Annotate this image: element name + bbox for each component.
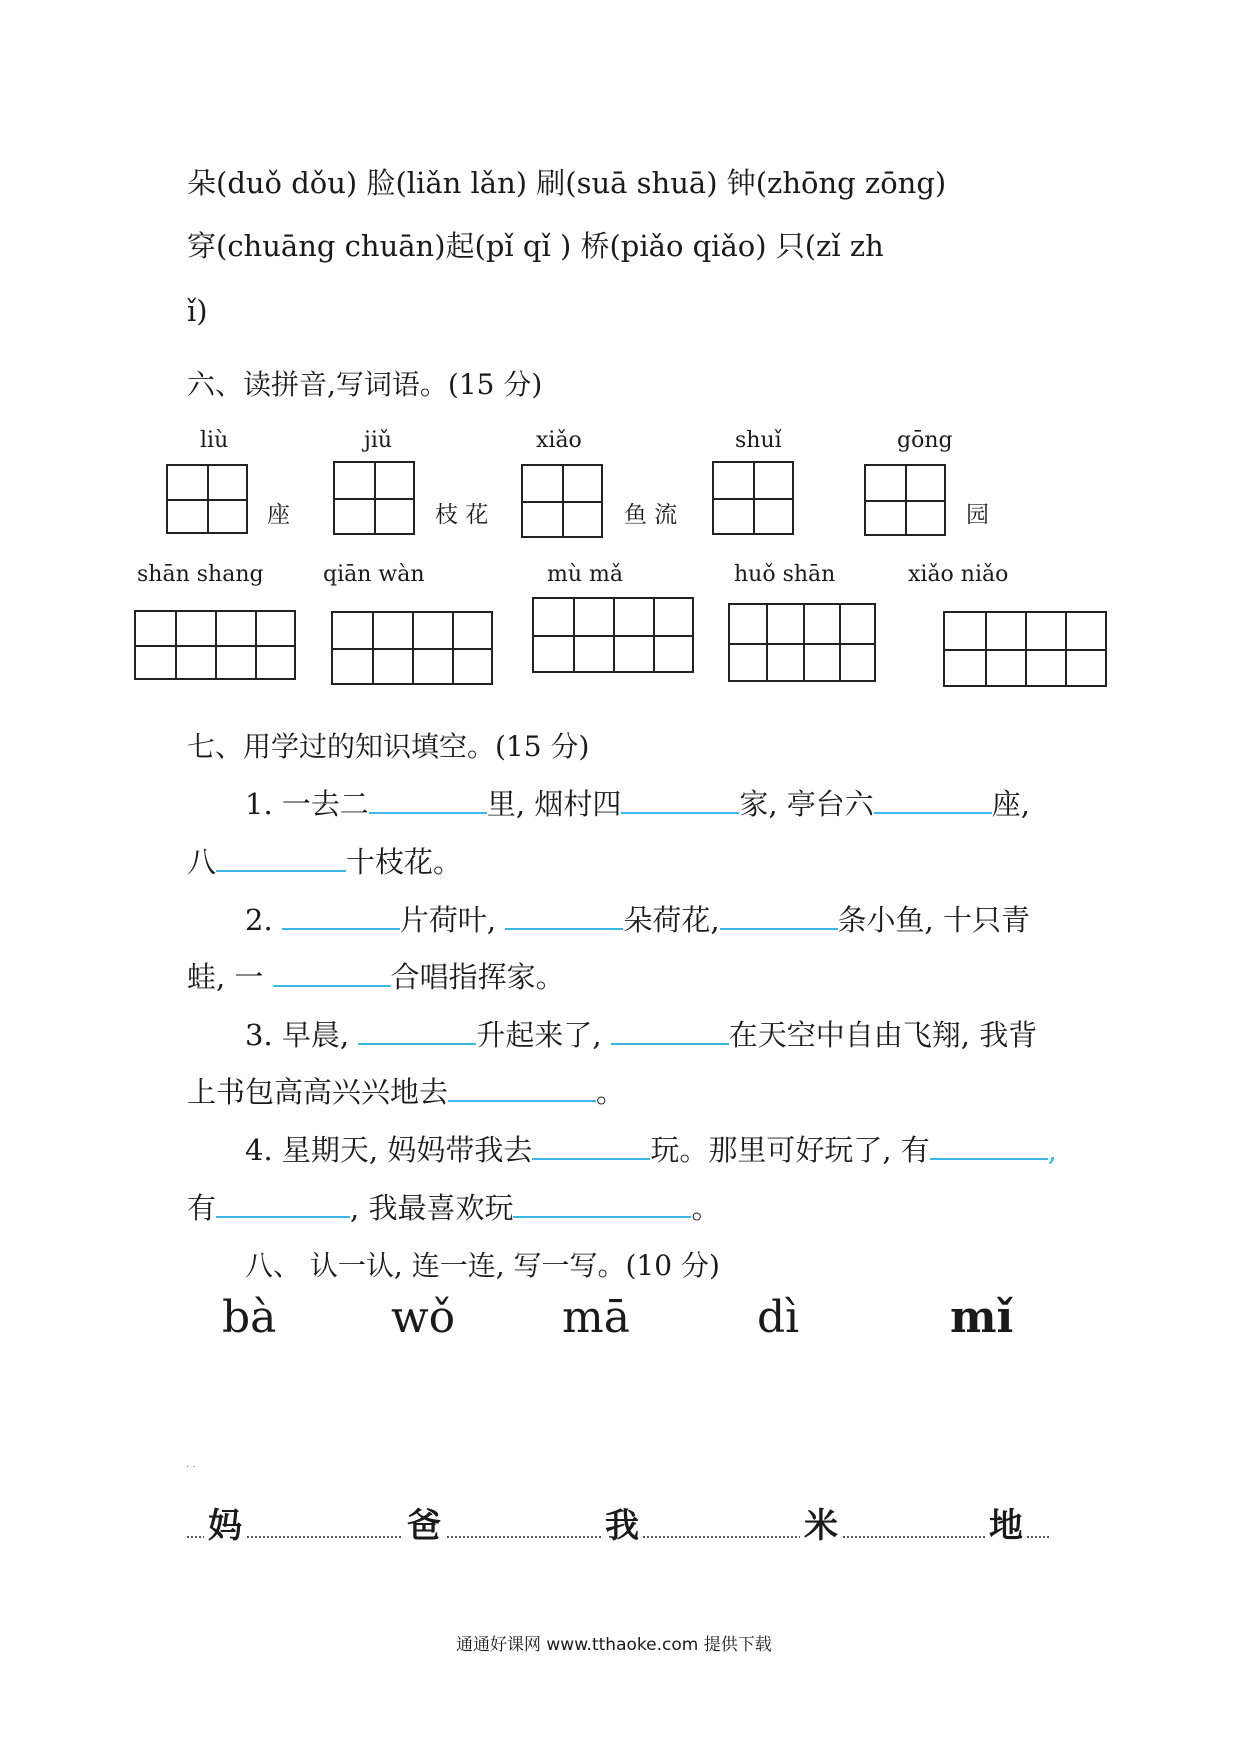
char-yuan: 园 — [966, 502, 989, 528]
answer-grid-liu[interactable] — [166, 464, 248, 534]
question-3-line1: 3. 早晨, 升起来了, 在天空中自由飞翔, 我背 — [245, 1013, 1037, 1055]
pinyin-mi[interactable]: mǐ — [950, 1292, 1014, 1343]
blank-q1-2[interactable] — [621, 782, 739, 814]
blank-q2-1[interactable] — [282, 898, 400, 930]
question-3-line2: 上书包高高兴兴地去 。 — [187, 1070, 625, 1112]
footer-credit: 通通好课网 www.tthaoke.com 提供下载 — [456, 1635, 772, 1655]
pinyin-wo[interactable]: wǒ — [391, 1292, 456, 1343]
pinyin-liu: liù — [200, 428, 229, 453]
section6-title: 六、读拼音,写词语。(15 分) — [187, 368, 543, 401]
answer-grid-gong[interactable] — [864, 464, 946, 536]
pinyin-shui: shuǐ — [735, 428, 782, 453]
section7-title: 七、用学过的知识填空。(15 分) — [187, 730, 590, 763]
char-zhi-hua: 枝 花 — [435, 502, 489, 528]
blank-q1-1[interactable] — [369, 782, 487, 814]
answer-grid-xiao[interactable] — [521, 464, 603, 538]
blank-q4-1[interactable] — [532, 1128, 650, 1160]
blank-q1-3[interactable] — [874, 782, 992, 814]
answer-grid-huoshan[interactable] — [728, 603, 876, 682]
question-1-line1: 1. 一去二 里, 烟村四 家, 亭台六 座, — [245, 782, 1030, 824]
answer-grid-shui[interactable] — [712, 461, 794, 535]
pinyin-huoshan: huǒ shān — [734, 562, 836, 587]
char-yu-liu: 鱼 流 — [624, 502, 678, 528]
blank-q2-4[interactable] — [273, 955, 391, 987]
pinyin-xiaoniao: xiǎo niǎo — [908, 562, 1009, 587]
question-4-line2: 有 , 我最喜欢玩 。 — [187, 1186, 720, 1228]
blank-q4-3[interactable] — [216, 1186, 350, 1218]
char-ma[interactable]: 妈 — [204, 1498, 246, 1547]
pinyin-xiao: xiǎo — [536, 428, 582, 453]
blank-q1-4[interactable] — [216, 840, 346, 872]
question-2-line2: 蛙, 一 合唱指挥家。 — [187, 955, 565, 997]
blank-q4-2[interactable] — [930, 1128, 1048, 1160]
blank-q3-1[interactable] — [358, 1013, 476, 1045]
stray-dots: · · — [186, 1462, 196, 1473]
answer-grid-xiaoniao[interactable] — [943, 611, 1107, 687]
blank-q4-4[interactable] — [513, 1186, 691, 1218]
section5-line3: ǐ) — [187, 294, 208, 328]
pinyin-ba[interactable]: bà — [222, 1292, 277, 1343]
answer-grid-qianwan[interactable] — [331, 611, 493, 685]
answer-grid-muma[interactable] — [532, 597, 694, 673]
pinyin-qianwan: qiān wàn — [323, 562, 425, 587]
blank-q2-2[interactable] — [505, 898, 623, 930]
blank-q3-2[interactable] — [611, 1013, 729, 1045]
section5-line2: 穿(chuāng chuān)起(pǐ qǐ ) 桥(piǎo qiǎo) 只(zǐ zh — [187, 229, 884, 263]
pinyin-gong: gōng — [897, 428, 953, 453]
char-wo[interactable]: 我 — [601, 1498, 643, 1547]
pinyin-shanshang: shān shang — [137, 562, 264, 587]
section8-title: 八、 认一认, 连一连, 写一写。(10 分) — [245, 1249, 720, 1282]
answer-grid-jiu[interactable] — [333, 461, 415, 535]
pinyin-muma: mù mǎ — [547, 562, 624, 587]
char-di[interactable]: 地 — [985, 1498, 1027, 1547]
section5-line1: 朵(duǒ dǒu) 脸(liǎn lǎn) 刷(suā shuā) 钟(zhōng zōng) — [187, 166, 947, 200]
char-ba[interactable]: 爸 — [403, 1498, 445, 1547]
blank-q3-3[interactable] — [448, 1070, 596, 1102]
question-4-line1: 4. 星期天, 妈妈带我去 玩。那里可好玩了, 有 , — [245, 1128, 1057, 1170]
pinyin-di[interactable]: dì — [757, 1292, 800, 1343]
question-1-line2: 八 十枝花。 — [187, 840, 462, 882]
pinyin-jiu: jiǔ — [364, 428, 393, 453]
blank-q2-3[interactable] — [720, 898, 838, 930]
question-2-line1: 2. 片荷叶, 朵荷花, 条小鱼, 十只青 — [245, 898, 1030, 940]
pinyin-ma[interactable]: mā — [562, 1292, 630, 1343]
char-zuo: 座 — [267, 502, 290, 528]
char-mi[interactable]: 米 — [800, 1498, 842, 1547]
answer-grid-shanshang[interactable] — [134, 610, 296, 680]
